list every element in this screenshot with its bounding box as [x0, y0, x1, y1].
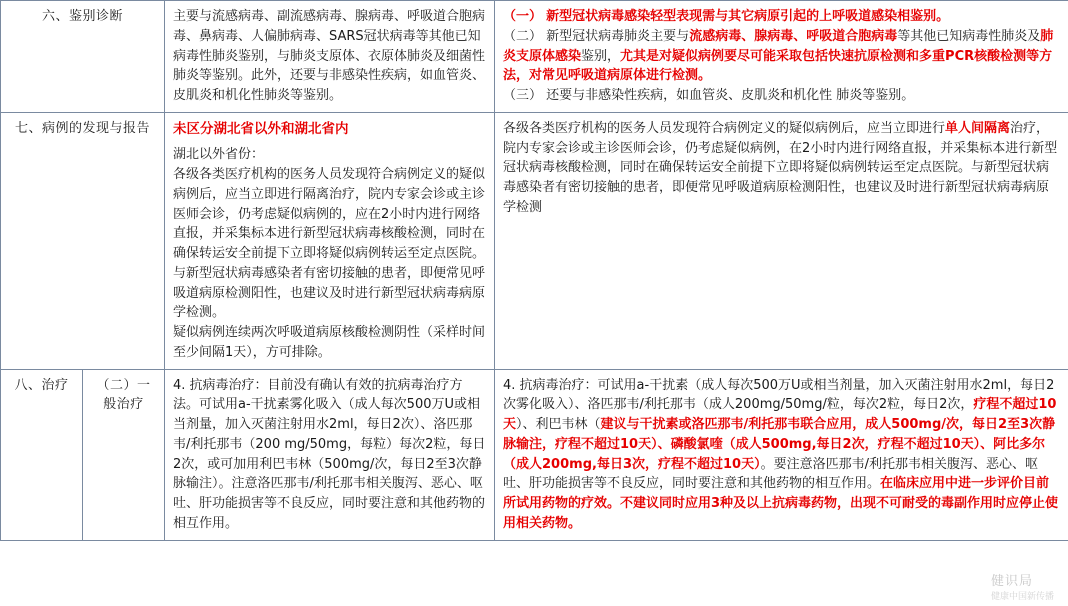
paragraph-segment-highlight: 尤其是对疑似病例要尽可能采取包括快速抗原检测和多重PCR核酸检测等方法，对常见呼吸道病原体进行检测。 — [503, 48, 1053, 84]
paragraph-marker: （一） — [503, 9, 543, 24]
table-row — [1, 1, 1068, 113]
old-paragraph: 主要与流感病毒、副流感病毒、腺病毒、呼吸道合胞病毒、鼻病毒、人偏肺病毒、SARS冠状病毒等其他已知病毒性肺炎鉴别，与肺炎支原体、衣原体肺炎及细菌性肺炎等鉴别。此外，还要与非感染性疾病，如血管炎、皮肌炎和机化性肺炎等鉴别。 — [173, 9, 486, 103]
watermark — [991, 570, 1054, 602]
new-version-cell-differential-diagnosis — [495, 1, 1068, 113]
new-paragraph-1 — [503, 119, 1060, 218]
row-label-text: 七、病例的发现与报告 — [15, 120, 151, 136]
row-sublabel-general-treatment — [83, 369, 165, 540]
old-paragraph-2: 各级各类医疗机构的医务人员发现符合病例定义的疑似病例后，应当立即进行隔离治疗，院内专家会诊或主诊医师会诊，仍考虑疑似病例的，应在2小时内进行网络直报，并采集标本进行新型冠状病毒核酸检测，同时在确保转运安全前提下立即将疑似病例转运至定点医院。与新型冠状病毒感染者有密切接触的患者，即便常见呼吸道病原检测阳性，也建议及时进行新型冠状病毒病原学检测。 — [173, 167, 486, 321]
paragraph-segment-highlight: 单人间隔离 — [945, 120, 1011, 136]
watermark-text: 健识局 — [990, 574, 1033, 589]
row-label-case-detection-reporting — [1, 112, 165, 369]
paragraph-marker: （三） — [503, 88, 543, 103]
paragraph-segment: 鉴别， — [581, 48, 621, 64]
row-label-text: 六、鉴别诊断 — [42, 9, 124, 24]
old-heading-note: 未区分湖北省以外和湖北省内 — [173, 120, 349, 137]
old-paragraph-3: 疑似病例连续两次呼吸道病原核酸检测阴性（采样时间至少间隔1天），方可排除。 — [173, 325, 486, 360]
paragraph-segment-highlight: 在临床应用中进一步评价目前所试用药物的疗效。不建议同时应用3种及以上抗病毒药物，出现不可耐受的毒副作用时应停止使用相关药物。 — [503, 476, 1059, 531]
old-paragraph: 4. 抗病毒治疗：目前没有确认有效的抗病毒治疗方法。可试用a-干扰素雾化吸入（成人每次500万U或相当剂量，加入灭菌注射用水2ml，每日2次）、洛匹那韦/利托那韦（200 mg/50mg，每粒）每次2粒，每日2次，或可加用利巴韦林（500mg/次，每日2至3次静脉输注）。注意洛匹那韦/利托那韦相关腹泻、恶心、呕吐、肝功能损害等不良反应，同时要注意和其他药物的相互作用。 — [173, 377, 486, 531]
paragraph-segment: 还要与非感染性疾病，如血管炎、皮肌炎和机化性 肺炎等鉴别。 — [546, 88, 915, 103]
paragraph-segment: 新型冠状病毒肺炎主要与 — [546, 28, 690, 44]
old-paragraph-1: 湖北以外省份： — [173, 147, 265, 163]
row-label-text: 八、治疗 — [14, 377, 69, 393]
paragraph-segment-highlight: 流感病毒、腺病毒、呼吸道合胞病毒 — [689, 28, 898, 44]
paragraph-segment-highlight: 建议与干扰素或洛匹那韦/利托那韦联合应用，成人500mg/次，每日2至3次静脉输注，疗程不超过10天）、磷酸氯喹（成人500mg,每日2次，疗程不超过10天）、阿比多尔（成人200mg,每日3次，疗程不超过10天） — [503, 417, 1056, 472]
new-paragraph-3 — [503, 86, 1060, 106]
row-label-differential-diagnosis — [1, 1, 165, 113]
paragraph-segment: 4. 抗病毒治疗：可试用a-干扰素（成人每次500万U或相当剂量，加入灭菌注射用水2ml，每日2次雾化吸入）、洛匹那韦/利托那韦（成人200mg/50mg/粒，每次2粒，每日2次， — [503, 377, 1055, 413]
row-label-treatment — [1, 369, 83, 540]
new-paragraph-1 — [503, 7, 1060, 27]
paragraph-segment: 治疗，院内专家会诊或主诊医师会诊，仍考虑疑似病例，在2小时内进行网络直报，并采集标本进行新型冠状病毒核酸检测，同时在确保转运安全前提下立即将疑似病例转运至定点医院。与新型冠状病毒感染者有密切接触的患者，即便常见呼吸道病原检测阳性，也建议及时进行新型冠状病毒病原学检测 — [503, 120, 1058, 215]
row-sublabel-text: （二）一般治疗 — [96, 377, 151, 413]
watermark-subtext: 健康中国新传播 — [990, 592, 1054, 602]
paragraph-segment-highlight: 肺炎支原体感染 — [503, 28, 1054, 64]
new-version-cell-case-detection-reporting — [495, 112, 1068, 369]
paragraph-segment: 。要注意洛匹那韦/利托那韦相关腹泻、恶心、呕吐、肝功能损害等不良反应，同时要注意和其他药物的相互作用。 — [503, 456, 1038, 492]
paragraph-segment: ）、利巴韦林（ — [516, 417, 601, 433]
paragraph-segment: 等其他已知病毒性肺炎及 — [897, 28, 1041, 44]
new-paragraph-1 — [503, 376, 1060, 534]
paragraph-segment: 新型冠状病毒感染轻型表现需与其它病原引起的上呼吸道感染相鉴别。 — [546, 9, 950, 24]
old-version-cell-treatment — [165, 369, 495, 540]
new-paragraph-2 — [503, 27, 1060, 86]
paragraph-marker: （二） — [503, 28, 543, 44]
new-version-cell-treatment — [495, 369, 1068, 540]
table-row — [1, 112, 1068, 369]
paragraph-segment: 各级各类医疗机构的医务人员发现符合病例定义的疑似病例后，应当立即进行 — [503, 120, 946, 136]
old-version-cell-case-detection-reporting — [165, 112, 495, 369]
paragraph-segment-highlight: 疗程不超过10天 — [503, 397, 1057, 433]
table-row — [1, 369, 1068, 540]
old-version-cell-differential-diagnosis — [165, 1, 495, 113]
